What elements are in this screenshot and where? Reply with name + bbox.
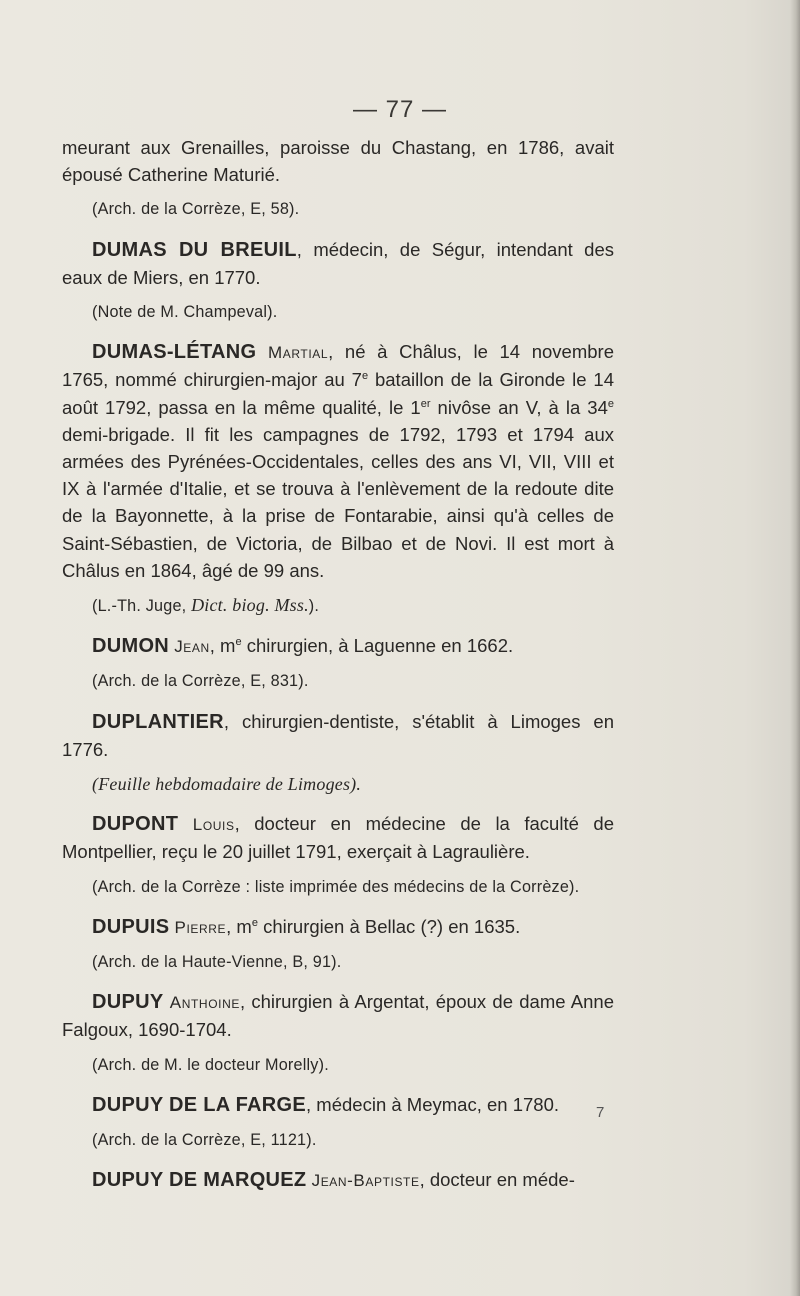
superscript: e [607,397,614,410]
superscript: e [251,916,258,929]
entry-dupuy [62,988,614,1043]
entry-dupuis [62,913,614,941]
printer-signature-mark: 7 [596,1104,605,1121]
superscript: e [235,636,242,649]
source-citation: (Arch. de la Corrèze, E, 831). [92,672,309,691]
citation-text: ). [308,597,320,616]
source-citation: (Arch. de la Haute-Vienne, B, 91). [92,953,342,972]
entry-heading: DUPONT [92,813,179,836]
line: meurant aux Grenailles, paroisse du Chastang, en 1786, avait [62,137,614,158]
citation-title: Dict. biog. Mss. [191,595,309,616]
entry-dumon [62,632,614,660]
entry-first-name: Jean [174,637,210,657]
entry-heading: DUPUY DE MARQUEZ [92,1169,307,1192]
source-citation: (Feuille hebdomadaire de Limoges). [92,774,362,795]
superscript: e [361,370,369,383]
entry-first-name: Louis [192,815,235,835]
entry-dupuy-de-marquez [62,1166,614,1194]
entry-heading: DUMAS-LÉTANG [92,341,257,364]
entry-dupuy-de-la-farge [62,1091,614,1119]
entry-text: , né à Châlus, le 14 novembre 1765, nommé chirurgien-major au 7 [62,341,614,391]
continued-paragraph [62,134,614,188]
entry-text: , m [226,915,252,937]
entry-first-name: Anthoine [169,993,240,1013]
entry-heading: DUPUY DE LA FARGE [92,1093,307,1116]
page-number: — 77 — [352,96,448,123]
entry-first-name: Jean-Baptiste [311,1171,420,1191]
entry-dumas-letang [62,338,614,584]
entry-text: , médecin, de Ségur, intendant des eaux de Miers, en 1770. [62,238,614,288]
source-citation: (Arch. de la Corrèze, E, 1121). [92,1131,317,1150]
entry-text: demi-brigade. Il fit les campagnes de 1792, 1793 et 1794 aux armées des Pyrénées-Occidentales, celles des ans VI, VII, VIII et IX à l'armée d'Italie, et se trouva à l'enlèvement de la redoute dite de la Bayonnette, à la prise de Fontarabie, ainsi qu'à celles de Saint-Sébastien, de Victoria, de Bilbao et de Novi. Il est mort à Châlus en 1864, âgé de 99 ans. [62,423,614,581]
source-citation: (Note de M. Champeval). [92,303,278,322]
page-edge-shadow [790,0,800,1296]
entry-text: bataillon de la Gironde le 14 août 1792, passa en la même qualité, le 1 [62,369,614,418]
entry-duplantier [62,708,614,763]
source-citation: (Arch. de la Corrèze, E, 58). [92,200,300,219]
entry-text: , docteur en méde- [419,1169,575,1191]
entry-heading: DUPUY [92,991,164,1014]
entry-dumas-du-breuil [62,236,614,291]
entry-text: , chirurgien-dentiste, s'établit à Limoges en 1776. [62,710,614,760]
entry-dupont [62,810,614,865]
entry-text: nivôse an V, à la 34 [430,396,608,418]
entry-text: chirurgien, à Laguenne en 1662. [241,635,514,657]
superscript: er [420,397,431,410]
entry-text: chirurgien à Bellac (?) en 1635. [257,915,521,937]
entry-text: , m [209,635,236,657]
entry-text: , chirurgien à Argentat, époux de dame Anne Falgoux, 1690-1704. [62,991,614,1041]
entry-heading: DUMON [92,635,170,658]
entry-heading: DUPLANTIER [92,710,224,733]
entry-text: , docteur en médecine de la faculté de Montpellier, reçu le 20 juillet 1791, exerçait à Lagraulière. [62,813,614,863]
entry-first-name: Pierre [174,917,227,937]
line: épousé Catherine Maturié. [62,164,281,186]
text-column [62,134,614,1195]
entry-heading: DUMAS DU BREUIL [92,238,297,261]
entry-heading: DUPUIS [92,915,170,938]
citation-text: (L.-Th. Juge, [92,597,192,616]
entry-text: , médecin à Meymac, en 1780. [306,1093,559,1115]
source-citation [62,592,614,620]
source-citation: (Arch. de M. le docteur Morelly). [92,1055,329,1074]
entry-first-name: Martial [267,343,329,363]
source-citation: (Arch. de la Corrèze : liste imprimée des médecins de la Corrèze). [92,877,580,896]
